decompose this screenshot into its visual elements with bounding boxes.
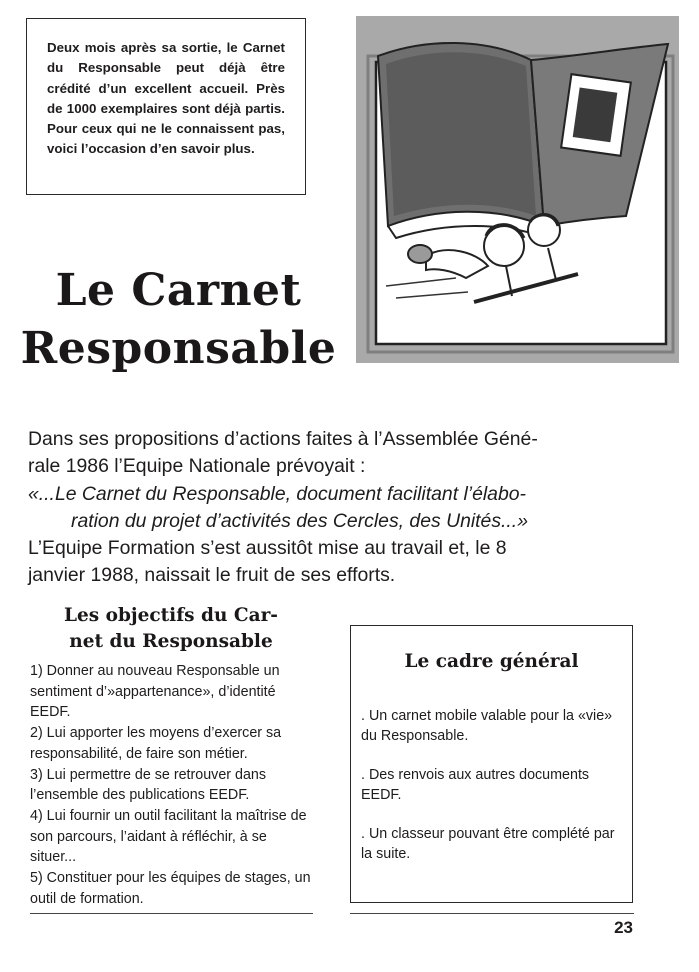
list-item: . Des renvois aux autres documents EEDF.	[361, 767, 590, 803]
lead-paragraph	[28, 426, 640, 590]
intro-text: Deux mois après sa sortie, le Carnet du Responsable peut déjà être crédité d’un excellent accueil. Près de 1000 exemplaires sont déjà partis. Pour ceux qui ne le connaissent pas, voici l’occasion d’en savoir plus.	[47, 40, 285, 157]
lead-quote-text-2: ration du projet d’activités des Cercles, des Unités...»	[71, 509, 528, 532]
cadre-box	[350, 625, 633, 903]
objectives-list	[30, 661, 315, 909]
list-item: 2) Lui apporter les moyens d’exercer sa responsabilité, de faire son métier.	[30, 725, 282, 762]
cadre-heading: Le cadre général	[404, 651, 579, 672]
list-item: 1) Donner au nouveau Responsable un sentiment d’»appartenance», d’identité EEDF.	[30, 663, 280, 721]
list-item: 5) Constituer pour les équipes de stages, un outil de formation.	[30, 870, 311, 907]
list-item: 3) Lui permettre de se retrouver dans l’ensemble des publications EEDF.	[30, 766, 267, 804]
lead-quote-line-1	[28, 481, 640, 508]
list-item: . Un classeur pouvant être complété par la suite.	[361, 826, 615, 862]
lead-line-3: L’Equipe Formation s’est aussitôt mise au travail et, le 8	[28, 537, 507, 560]
cadre-list	[361, 706, 623, 883]
list-item: . Un carnet mobile valable pour la «vie» du Responsable.	[361, 708, 613, 744]
page-number: 23	[614, 918, 633, 937]
article-title-line-1: Le Carnet	[55, 265, 302, 316]
flying-book-illustration	[356, 16, 679, 363]
list-item: 4) Lui fournir un outil facilitant la maîtrise de son parcours, l’aidant à réfléchir, à se situer...	[30, 807, 307, 866]
article-title-line-2: Responsable	[20, 323, 337, 374]
objectives-heading	[26, 603, 316, 655]
objectives-heading-line-1: Les objectifs du Car-	[64, 605, 278, 626]
lead-line-1: Dans ses propositions d’actions faites à l’Assemblée Géné-	[28, 428, 538, 450]
intro-box	[26, 18, 306, 195]
lead-quote-line-2	[28, 508, 640, 535]
bottom-rule-left	[30, 913, 313, 914]
lead-line-4: janvier 1988, naissait le fruit de ses efforts.	[28, 564, 396, 587]
bottom-rule-right	[350, 913, 634, 914]
objectives-heading-line-2: net du Responsable	[69, 631, 273, 652]
article-title	[6, 262, 351, 378]
lead-line-2: rale 1986 l’Equipe Nationale prévoyait :	[28, 455, 366, 478]
lead-quote-text-1: «...Le Carnet du Responsable, document facilitant l’élabo-	[28, 482, 526, 505]
